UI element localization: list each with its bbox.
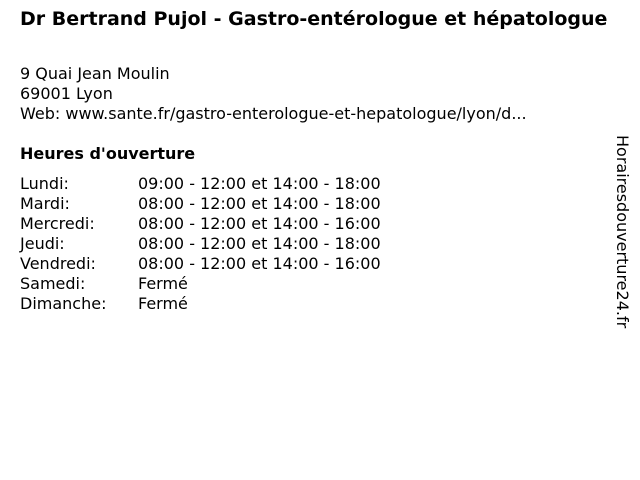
web-line <box>20 104 610 124</box>
hours-row-mercredi <box>20 214 381 234</box>
day-label: Mercredi: <box>20 214 95 233</box>
day-hours: Fermé <box>138 274 188 293</box>
day-hours: Fermé <box>138 294 188 313</box>
hours-row-jeudi <box>20 234 381 254</box>
hours-row-samedi <box>20 274 381 294</box>
day-label: Jeudi: <box>20 234 65 253</box>
day-label: Mardi: <box>20 194 70 213</box>
day-hours: 08:00 - 12:00 et 14:00 - 16:00 <box>138 214 381 233</box>
day-hours: 08:00 - 12:00 et 14:00 - 18:00 <box>138 234 381 253</box>
day-label: Dimanche: <box>20 294 107 313</box>
opening-hours-table <box>20 174 381 314</box>
web-label: Web: <box>20 104 61 123</box>
hours-row-vendredi <box>20 254 381 274</box>
opening-hours-heading: Heures d'ouverture <box>20 144 196 163</box>
day-hours: 08:00 - 12:00 et 14:00 - 18:00 <box>138 194 381 213</box>
hours-row-mardi <box>20 194 381 214</box>
hours-row-dimanche <box>20 294 381 314</box>
address-block <box>20 64 610 124</box>
street-address: 9 Quai Jean Moulin <box>20 64 170 83</box>
day-hours: 09:00 - 12:00 et 14:00 - 18:00 <box>138 174 381 193</box>
day-hours: 08:00 - 12:00 et 14:00 - 16:00 <box>138 254 381 273</box>
day-label: Samedi: <box>20 274 86 293</box>
website-link[interactable]: www.sante.fr/gastro-enterologue-et-hepatologue/lyon/d... <box>65 104 527 123</box>
site-brand-vertical-link[interactable]: Horairesdouverture24.fr <box>613 135 632 329</box>
day-label: Lundi: <box>20 174 69 193</box>
hours-row-lundi <box>20 174 381 194</box>
city-address: 69001 Lyon <box>20 84 113 103</box>
day-label: Vendredi: <box>20 254 96 273</box>
page-title: Dr Bertrand Pujol - Gastro-entérologue et hépatologue <box>20 8 608 30</box>
